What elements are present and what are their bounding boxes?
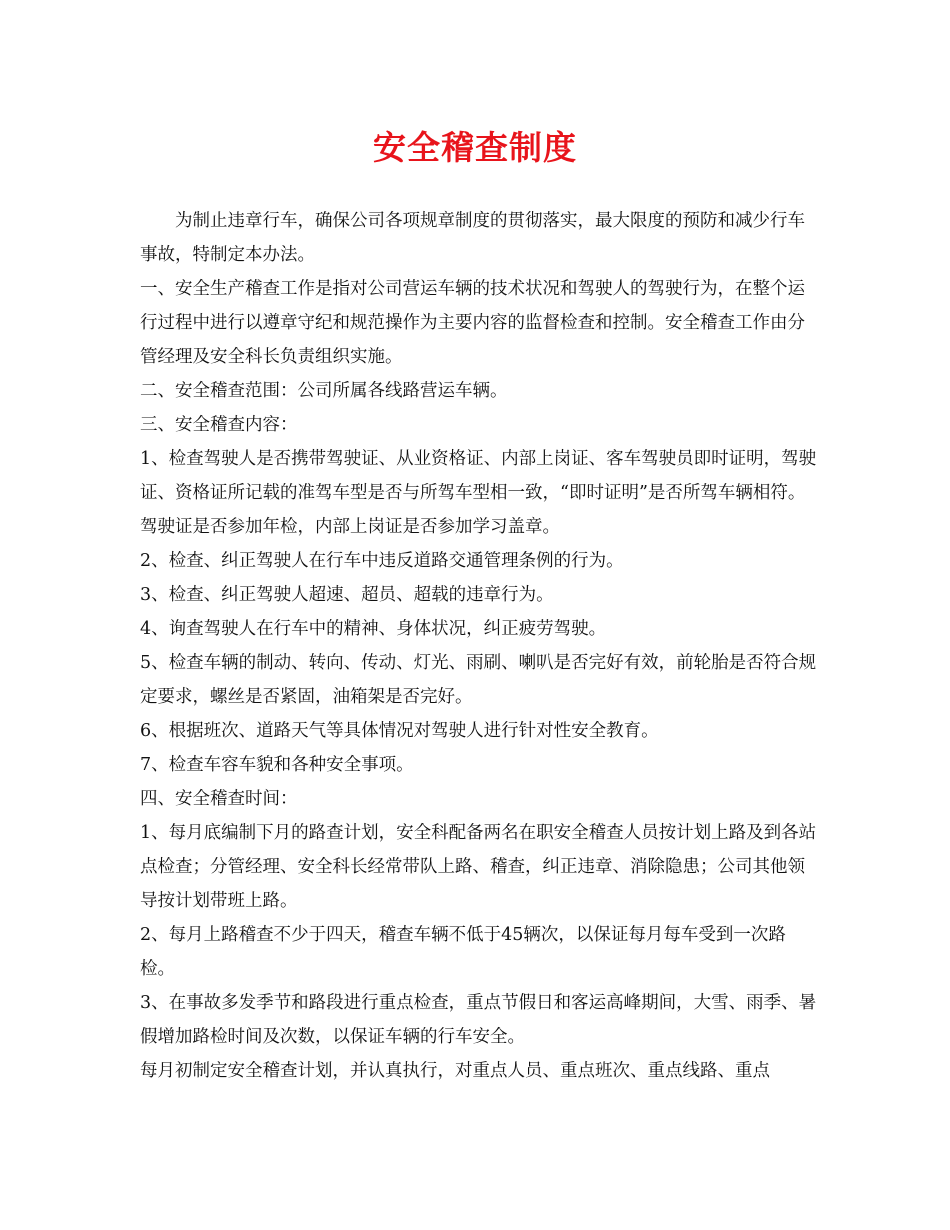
monthly-plan-paragraph: 每月初制定安全稽查计划，并认真执行，对重点人员、重点班次、重点线路、重点 — [140, 1061, 770, 1081]
time-item-1: 1、每月底编制下月的路查计划，安全科配备两名在职安全稽查人员按计划上路及到各站点检查；分管经理、安全科长经常带队上路、稽查，纠正违章、消除隐患；公司其他领导按计划带班上路。 — [140, 823, 817, 911]
intro-paragraph: 为制止违章行车，确保公司各项规章制度的贯彻落实，最大限度的预防和减少行车事故，特制定本办法。 — [140, 211, 805, 265]
content-item-3: 3、检查、纠正驾驶人超速、超员、超载的违章行为。 — [140, 585, 554, 605]
content-item-5: 5、检查车辆的制动、转向、传动、灯光、雨刷、喇叭是否完好有效，前轮胎是否符合规定要求，螺丝是否紧固，油箱架是否完好。 — [140, 653, 817, 707]
section-four-heading: 四、安全稽查时间： — [140, 789, 298, 809]
time-item-3: 3、在事故多发季节和路段进行重点检查，重点节假日和客运高峰期间，大雪、雨季、暑假增加路检时间及次数，以保证车辆的行车安全。 — [140, 993, 817, 1047]
content-item-2: 2、检查、纠正驾驶人在行车中违反道路交通管理条例的行为。 — [140, 551, 624, 571]
section-two-paragraph: 二、安全稽查范围：公司所属各线路营运车辆。 — [140, 381, 508, 401]
content-item-7: 7、检查车容车貌和各种安全事项。 — [140, 755, 414, 775]
content-item-1: 1、检查驾驶人是否携带驾驶证、从业资格证、内部上岗证、客车驾驶员即时证明，驾驶证、资格证所记载的准驾车型是否与所驾车型相一致，“即时证明”是否所驾车辆相符。驾驶证是否参加年检，内部上岗证是否参加学习盖章。 — [140, 449, 817, 537]
document-body — [140, 204, 820, 1088]
document-title: 安全稽查制度 — [373, 128, 577, 167]
content-item-4: 4、询查驾驶人在行车中的精神、身体状况，纠正疲劳驾驶。 — [140, 619, 607, 639]
time-item-2: 2、每月上路稽查不少于四天，稽查车辆不低于45辆次，以保证每月每车受到一次路检。 — [140, 925, 786, 979]
section-three-heading: 三、安全稽查内容： — [140, 415, 298, 435]
section-one-paragraph: 一、安全生产稽查工作是指对公司营运车辆的技术状况和驾驶人的驾驶行为，在整个运行过程中进行以遵章守纪和规范操作为主要内容的监督检查和控制。安全稽查工作由分管经理及安全科长负责组织实施。 — [140, 279, 805, 367]
content-item-6: 6、根据班次、道路天气等具体情况对驾驶人进行针对性安全教育。 — [140, 721, 659, 741]
